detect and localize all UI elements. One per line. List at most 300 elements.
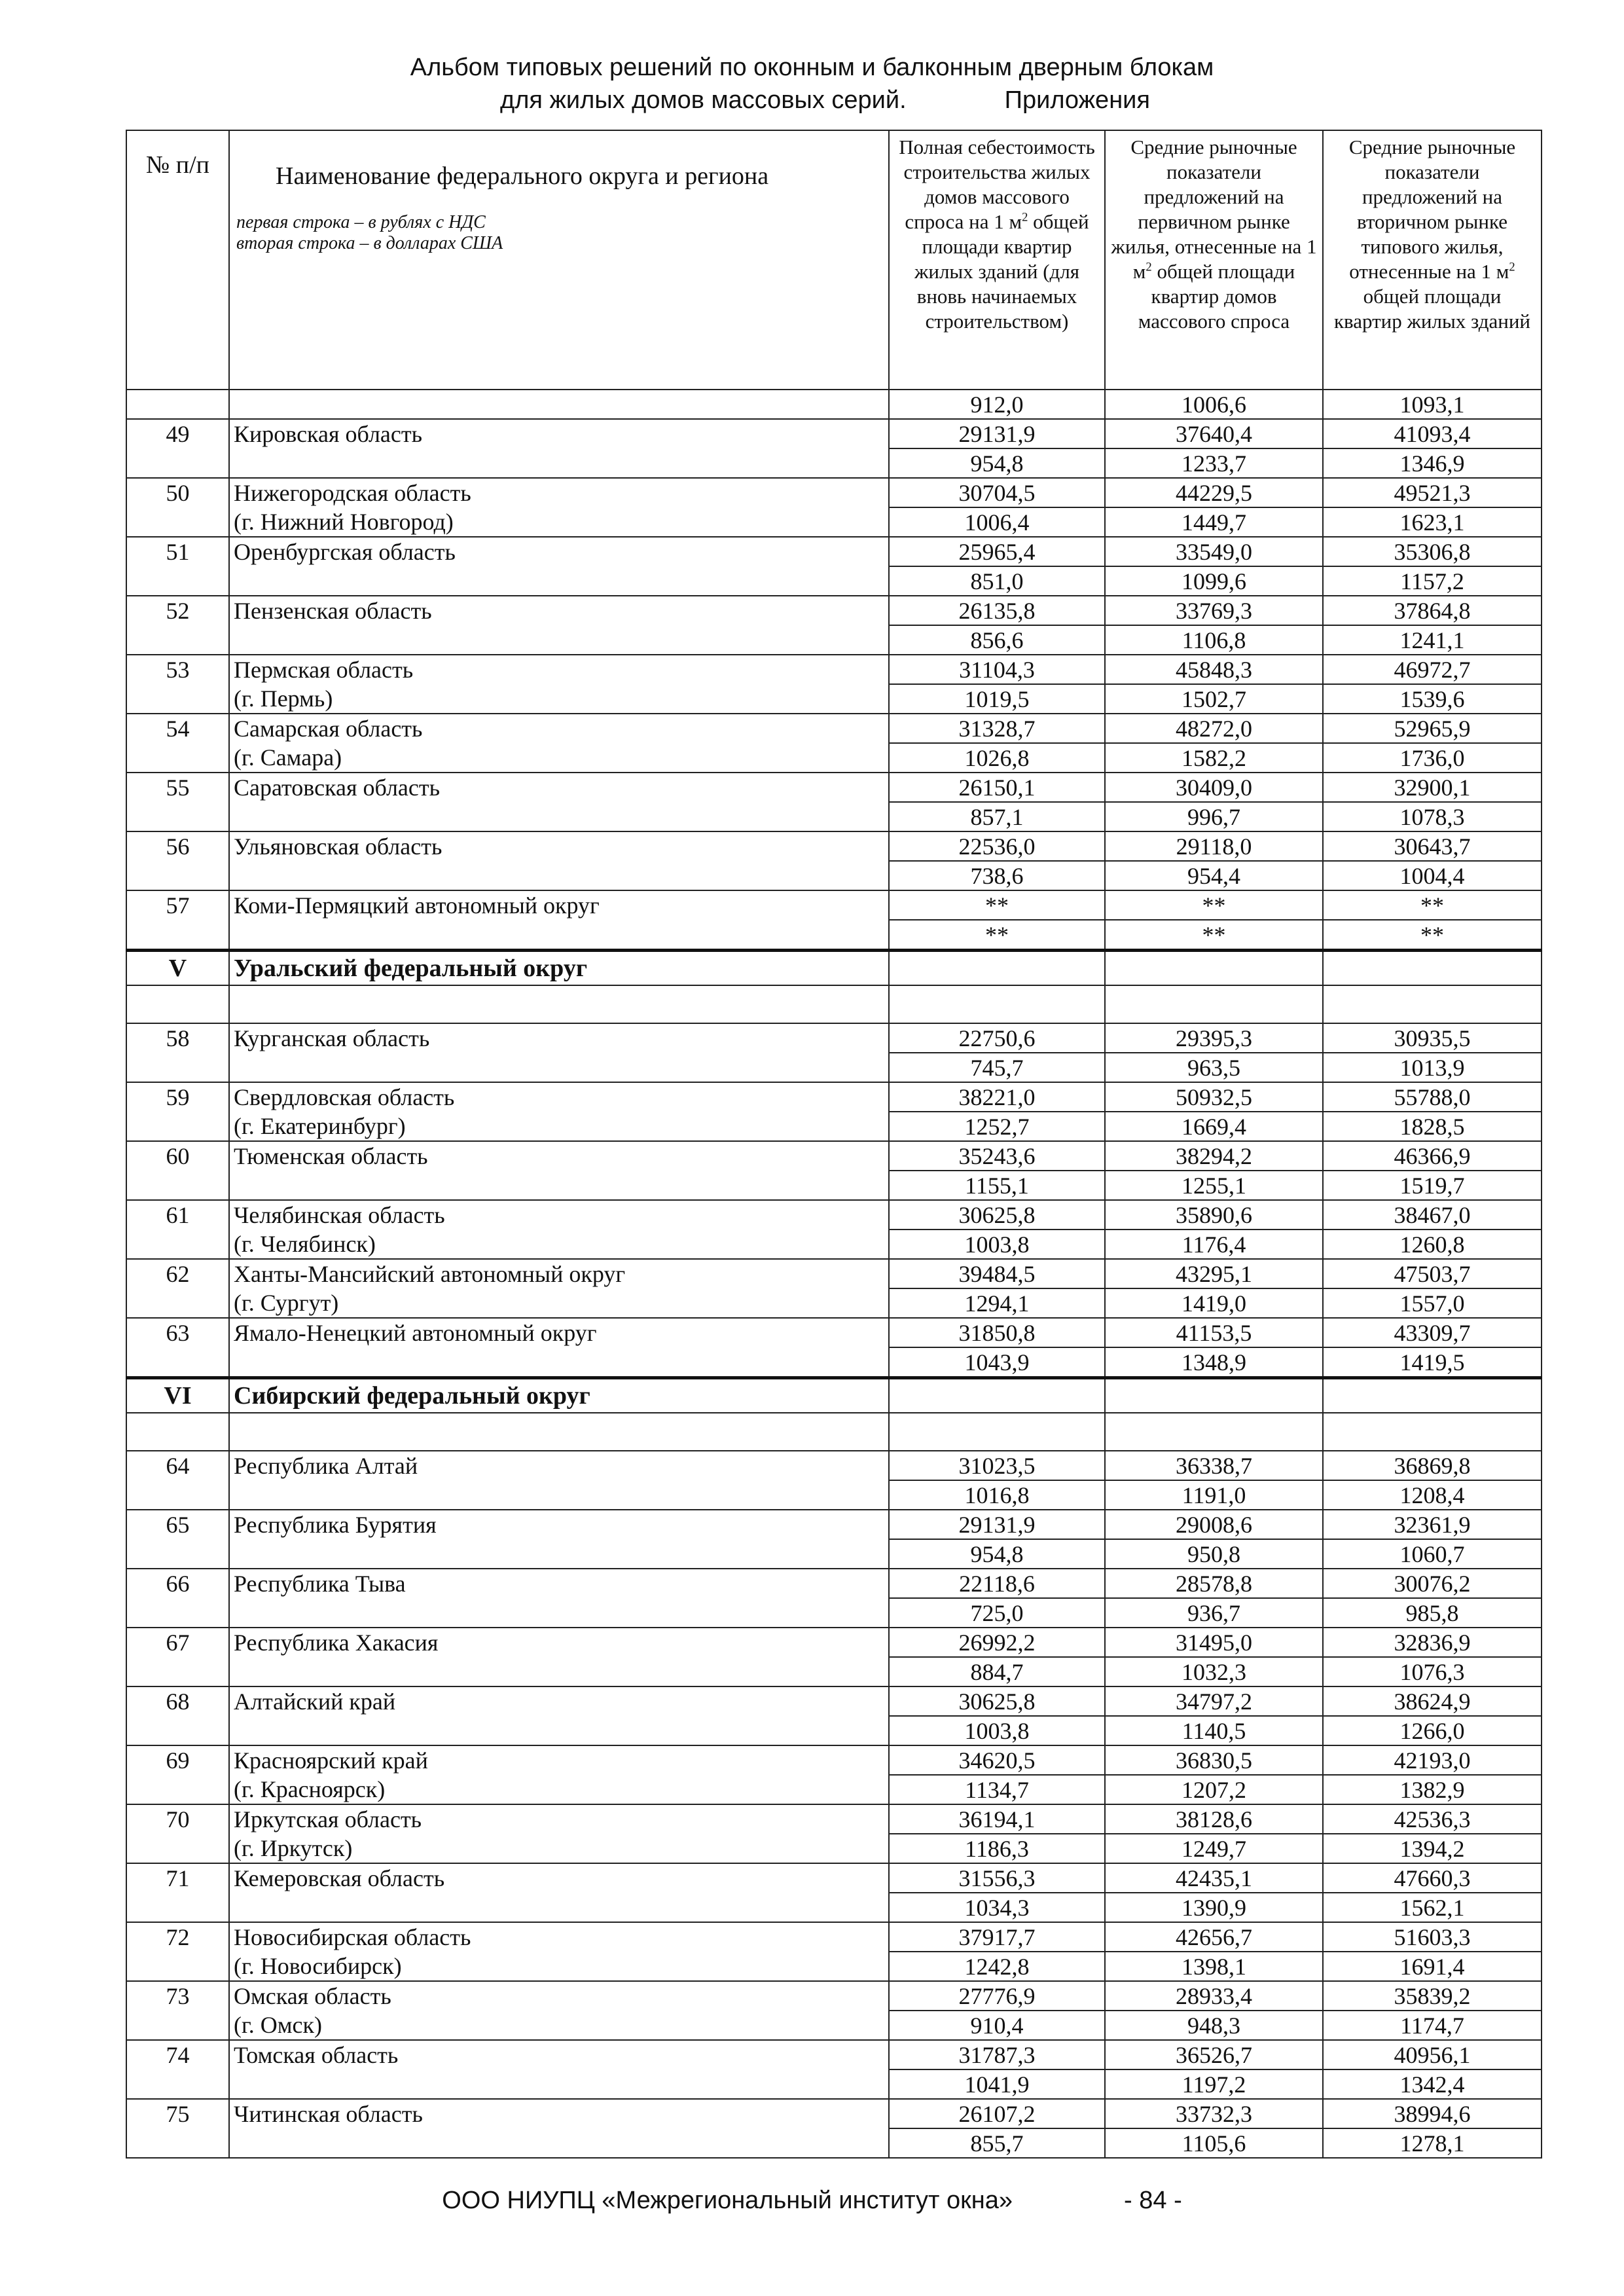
table-row xyxy=(126,1200,1542,1230)
value-rub: 39484,5 xyxy=(889,1259,1105,1288)
page-header xyxy=(0,51,1624,117)
value-usd: ** xyxy=(1323,920,1542,951)
table-row xyxy=(126,2040,1542,2069)
value-cell xyxy=(1105,1413,1323,1451)
row-number xyxy=(126,2069,229,2099)
value-usd: 1032,3 xyxy=(1105,1657,1323,1686)
value-usd: 1562,1 xyxy=(1323,1893,1542,1922)
table-row xyxy=(126,655,1542,684)
region-city xyxy=(229,920,889,951)
table-row xyxy=(126,1112,1542,1141)
section-row xyxy=(126,951,1542,986)
table-row xyxy=(126,1288,1542,1318)
value-usd: 1034,3 xyxy=(889,1893,1105,1922)
row-number: 68 xyxy=(126,1686,229,1716)
row-number: 66 xyxy=(126,1569,229,1598)
value-usd: 1255,1 xyxy=(1105,1171,1323,1200)
region-city xyxy=(229,802,889,831)
section-number: V xyxy=(126,951,229,986)
value-usd: 1623,1 xyxy=(1323,507,1542,537)
table-row xyxy=(126,1023,1542,1053)
table-row xyxy=(126,478,1542,507)
value-rub: 38128,6 xyxy=(1105,1804,1323,1834)
value-rub: 28933,4 xyxy=(1105,1981,1323,2011)
table-row xyxy=(126,1451,1542,1480)
table-row xyxy=(126,773,1542,802)
value-rub: 35890,6 xyxy=(1105,1200,1323,1230)
value-usd: 1342,4 xyxy=(1323,2069,1542,2099)
value-usd: 910,4 xyxy=(889,2011,1105,2040)
table-row xyxy=(126,1413,1542,1451)
value-usd: 855,7 xyxy=(889,2128,1105,2158)
table-row xyxy=(126,1804,1542,1834)
value-rub: 37640,4 xyxy=(1105,419,1323,448)
value-usd: 1016,8 xyxy=(889,1480,1105,1510)
row-number xyxy=(126,684,229,714)
header-title-line2 xyxy=(13,84,1624,117)
region-name: Республика Бурятия xyxy=(229,1510,889,1539)
table-row xyxy=(126,625,1542,655)
value-usd: 884,7 xyxy=(889,1657,1105,1686)
value-rub: 47503,7 xyxy=(1323,1259,1542,1288)
row-number xyxy=(126,1480,229,1510)
value-usd: 1076,3 xyxy=(1323,1657,1542,1686)
table-row xyxy=(126,2069,1542,2099)
table-header-row xyxy=(126,130,1542,390)
table-row xyxy=(126,1922,1542,1952)
value-rub: 52965,9 xyxy=(1323,714,1542,743)
value-usd: 985,8 xyxy=(1323,1598,1542,1628)
region-name: Тюменская область xyxy=(229,1141,889,1171)
value-usd: 950,8 xyxy=(1105,1539,1323,1569)
value-usd: 1346,9 xyxy=(1323,448,1542,478)
value-usd: 1041,9 xyxy=(889,2069,1105,2099)
value-usd: 1208,4 xyxy=(1323,1480,1542,1510)
table-row xyxy=(126,2011,1542,2040)
table-row xyxy=(126,537,1542,566)
value-usd: 1691,4 xyxy=(1323,1952,1542,1981)
page-number: - 84 - xyxy=(1124,2187,1182,2214)
row-number: 73 xyxy=(126,1981,229,2011)
value-rub: 46366,9 xyxy=(1323,1141,1542,1171)
value-rub: 47660,3 xyxy=(1323,1863,1542,1893)
row-number: 61 xyxy=(126,1200,229,1230)
value-usd: 1060,7 xyxy=(1323,1539,1542,1569)
col-header-secondary: Средние рыночные показатели предложений на вторичном рынке типового жилья, отнесенные на 1 $м^2$ общей площади квартир жилых зданий xyxy=(1323,130,1542,390)
value-usd: 1013,9 xyxy=(1323,1053,1542,1082)
row-number: 56 xyxy=(126,831,229,861)
region-city: (г. Новосибирск) xyxy=(229,1952,889,1981)
value-rub: 31023,5 xyxy=(889,1451,1105,1480)
value-rub: 31104,3 xyxy=(889,655,1105,684)
row-number: 57 xyxy=(126,890,229,920)
value-rub: 48272,0 xyxy=(1105,714,1323,743)
row-number xyxy=(126,1053,229,1082)
value-rub: 42536,3 xyxy=(1323,1804,1542,1834)
value-usd: 1669,4 xyxy=(1105,1112,1323,1141)
region-city xyxy=(229,2069,889,2099)
value-usd: 1449,7 xyxy=(1105,507,1323,537)
region-name xyxy=(229,1413,889,1451)
value-rub: 22536,0 xyxy=(889,831,1105,861)
value-rub: 32361,9 xyxy=(1323,1510,1542,1539)
region-city xyxy=(229,625,889,655)
row-number: 52 xyxy=(126,596,229,625)
price-table-body xyxy=(126,130,1542,2158)
value-rub: 38221,0 xyxy=(889,1082,1105,1112)
row-number: 50 xyxy=(126,478,229,507)
value-usd: 1106,8 xyxy=(1105,625,1323,655)
value-usd: ** xyxy=(889,920,1105,951)
value-cell xyxy=(889,1413,1105,1451)
value-rub: 34797,2 xyxy=(1105,1686,1323,1716)
region-name: Саратовская область xyxy=(229,773,889,802)
table-row xyxy=(126,743,1542,773)
table-row xyxy=(126,714,1542,743)
value-rub: 26107,2 xyxy=(889,2099,1105,2128)
table-row xyxy=(126,1863,1542,1893)
table-row xyxy=(126,684,1542,714)
value-rub: 29131,9 xyxy=(889,1510,1105,1539)
value-cell xyxy=(1105,985,1323,1023)
region-name: Новосибирская область xyxy=(229,1922,889,1952)
value-cell xyxy=(1323,1413,1542,1451)
region-city xyxy=(229,861,889,890)
table-row xyxy=(126,1893,1542,1922)
region-city xyxy=(229,1598,889,1628)
table-row xyxy=(126,1834,1542,1863)
value-rub: 26150,1 xyxy=(889,773,1105,802)
table-row xyxy=(126,890,1542,920)
row-number: 69 xyxy=(126,1745,229,1775)
table-row xyxy=(126,1952,1542,1981)
value-cell xyxy=(1323,1378,1542,1413)
value-rub: 43295,1 xyxy=(1105,1259,1323,1288)
value-usd: 936,7 xyxy=(1105,1598,1323,1628)
region-name: Томская область xyxy=(229,2040,889,2069)
value-rub: 51603,3 xyxy=(1323,1922,1542,1952)
table-row xyxy=(126,1347,1542,1378)
section-title: Уральский федеральный округ xyxy=(229,951,889,986)
value-rub: 41093,4 xyxy=(1323,419,1542,448)
value-rub: 30643,7 xyxy=(1323,831,1542,861)
value-rub: 37917,7 xyxy=(889,1922,1105,1952)
region-city xyxy=(229,566,889,596)
row-number xyxy=(126,802,229,831)
header-series-text: для жилых домов массовых серий. xyxy=(500,86,907,114)
row-number xyxy=(126,507,229,537)
value-cell: 912,0 xyxy=(889,390,1105,419)
table-row xyxy=(126,1230,1542,1259)
value-rub: 26135,8 xyxy=(889,596,1105,625)
table-row xyxy=(126,1657,1542,1686)
region-name: Ямало-Ненецкий автономный округ xyxy=(229,1318,889,1347)
row-number xyxy=(126,1893,229,1922)
table-row xyxy=(126,1053,1542,1082)
value-usd: 1134,7 xyxy=(889,1775,1105,1804)
region-city: (г. Челябинск) xyxy=(229,1230,889,1259)
col-header-name xyxy=(229,130,889,390)
value-usd: 1398,1 xyxy=(1105,1952,1323,1981)
region-name: Пензенская область xyxy=(229,596,889,625)
value-usd: 1174,7 xyxy=(1323,2011,1542,2040)
value-usd: 745,7 xyxy=(889,1053,1105,1082)
value-usd: 725,0 xyxy=(889,1598,1105,1628)
row-number xyxy=(126,625,229,655)
table-row xyxy=(126,566,1542,596)
value-usd: 954,8 xyxy=(889,448,1105,478)
value-usd: 1043,9 xyxy=(889,1347,1105,1378)
value-rub: 33732,3 xyxy=(1105,2099,1323,2128)
value-rub: ** xyxy=(1105,890,1323,920)
region-name: Пермская область xyxy=(229,655,889,684)
value-rub: 30409,0 xyxy=(1105,773,1323,802)
value-usd: 1390,9 xyxy=(1105,1893,1323,1922)
region-city xyxy=(229,1171,889,1200)
row-number: 55 xyxy=(126,773,229,802)
value-usd: 1019,5 xyxy=(889,684,1105,714)
table-row xyxy=(126,2128,1542,2158)
value-usd: 1736,0 xyxy=(1323,743,1542,773)
region-name: Республика Алтай xyxy=(229,1451,889,1480)
value-usd: 857,1 xyxy=(889,802,1105,831)
table-row xyxy=(126,1598,1542,1628)
row-number xyxy=(126,985,229,1023)
value-rub: 55788,0 xyxy=(1323,1082,1542,1112)
col-header-notes xyxy=(236,212,884,254)
table-row xyxy=(126,1686,1542,1716)
table-row xyxy=(126,1171,1542,1200)
value-rub: 38294,2 xyxy=(1105,1141,1323,1171)
region-name: Иркутская область xyxy=(229,1804,889,1834)
value-rub: ** xyxy=(1323,890,1542,920)
row-number: 75 xyxy=(126,2099,229,2128)
table-row xyxy=(126,1510,1542,1539)
value-usd: 856,6 xyxy=(889,625,1105,655)
table-row xyxy=(126,1141,1542,1171)
value-rub: 44229,5 xyxy=(1105,478,1323,507)
region-city: (г. Пермь) xyxy=(229,684,889,714)
row-number xyxy=(126,1834,229,1863)
note-first-row: первая строка – в рублях с НДС xyxy=(236,212,486,232)
value-rub: 36338,7 xyxy=(1105,1451,1323,1480)
value-usd: 1260,8 xyxy=(1323,1230,1542,1259)
value-rub: 29395,3 xyxy=(1105,1023,1323,1053)
region-name: Свердловская область xyxy=(229,1082,889,1112)
region-city: (г. Екатеринбург) xyxy=(229,1112,889,1141)
value-usd: 1176,4 xyxy=(1105,1230,1323,1259)
value-cell xyxy=(1105,951,1323,986)
row-number: 62 xyxy=(126,1259,229,1288)
value-cell xyxy=(1105,1378,1323,1413)
row-number xyxy=(126,1775,229,1804)
value-usd: 1004,4 xyxy=(1323,861,1542,890)
value-rub: 35306,8 xyxy=(1323,537,1542,566)
table-row xyxy=(126,1775,1542,1804)
row-number: 70 xyxy=(126,1804,229,1834)
value-usd: 954,8 xyxy=(889,1539,1105,1569)
value-rub: 36869,8 xyxy=(1323,1451,1542,1480)
row-number: 72 xyxy=(126,1922,229,1952)
header-appendix: Приложения xyxy=(1004,86,1150,114)
value-usd: 1294,1 xyxy=(889,1288,1105,1318)
value-rub: 31328,7 xyxy=(889,714,1105,743)
value-cell xyxy=(1323,951,1542,986)
value-cell: 1006,6 xyxy=(1105,390,1323,419)
region-city xyxy=(229,2128,889,2158)
value-usd: 1502,7 xyxy=(1105,684,1323,714)
value-rub: 25965,4 xyxy=(889,537,1105,566)
value-cell: 1093,1 xyxy=(1323,390,1542,419)
value-usd: 1348,9 xyxy=(1105,1347,1323,1378)
superscript-two: 2 xyxy=(1509,260,1515,274)
row-number: 58 xyxy=(126,1023,229,1053)
col-header-number: № п/п xyxy=(126,130,229,390)
table-row xyxy=(126,1082,1542,1112)
value-rub: 30625,8 xyxy=(889,1200,1105,1230)
value-rub: 29118,0 xyxy=(1105,831,1323,861)
value-rub: ** xyxy=(889,890,1105,920)
region-name: Курганская область xyxy=(229,1023,889,1053)
value-rub: 28578,8 xyxy=(1105,1569,1323,1598)
row-number xyxy=(126,1657,229,1686)
row-number xyxy=(126,1952,229,1981)
table-row xyxy=(126,507,1542,537)
row-number xyxy=(126,1288,229,1318)
value-usd: 948,3 xyxy=(1105,2011,1323,2040)
value-rub: 40956,1 xyxy=(1323,2040,1542,2069)
region-city xyxy=(229,1657,889,1686)
region-name: Самарская область xyxy=(229,714,889,743)
region-city: (г. Сургут) xyxy=(229,1288,889,1318)
region-name: Кемеровская область xyxy=(229,1863,889,1893)
row-number: 60 xyxy=(126,1141,229,1171)
row-number xyxy=(126,1716,229,1745)
value-rub: 30935,5 xyxy=(1323,1023,1542,1053)
row-number xyxy=(126,566,229,596)
region-name: Читинская область xyxy=(229,2099,889,2128)
value-rub: 27776,9 xyxy=(889,1981,1105,2011)
table-row xyxy=(126,1628,1542,1657)
value-rub: 26992,2 xyxy=(889,1628,1105,1657)
region-city xyxy=(229,1053,889,1082)
row-number: 53 xyxy=(126,655,229,684)
region-city: (г. Красноярск) xyxy=(229,1775,889,1804)
page-footer xyxy=(0,2187,1624,2215)
value-usd: 1419,5 xyxy=(1323,1347,1542,1378)
region-city xyxy=(229,1480,889,1510)
row-number xyxy=(126,2011,229,2040)
value-rub: 22750,6 xyxy=(889,1023,1105,1053)
value-usd: 1186,3 xyxy=(889,1834,1105,1863)
value-usd: 1099,6 xyxy=(1105,566,1323,596)
value-rub: 42193,0 xyxy=(1323,1745,1542,1775)
value-rub: 38994,6 xyxy=(1323,2099,1542,2128)
row-number: 49 xyxy=(126,419,229,448)
value-cell xyxy=(889,985,1105,1023)
header-title-line1: Альбом типовых решений по оконным и балконным дверным блокам xyxy=(410,54,1214,81)
region-name: Алтайский край xyxy=(229,1686,889,1716)
value-usd: 738,6 xyxy=(889,861,1105,890)
row-number xyxy=(126,861,229,890)
superscript-two: 2 xyxy=(1146,260,1152,274)
section-row xyxy=(126,1378,1542,1413)
value-usd: 1003,8 xyxy=(889,1230,1105,1259)
value-rub: 49521,3 xyxy=(1323,478,1542,507)
value-usd: 996,7 xyxy=(1105,802,1323,831)
value-usd: 1519,7 xyxy=(1323,1171,1542,1200)
value-usd: 1266,0 xyxy=(1323,1716,1542,1745)
table-row xyxy=(126,861,1542,890)
region-name: Кировская область xyxy=(229,419,889,448)
value-rub: 31787,3 xyxy=(889,2040,1105,2069)
table-row xyxy=(126,1259,1542,1288)
value-rub: 42656,7 xyxy=(1105,1922,1323,1952)
row-number: 65 xyxy=(126,1510,229,1539)
value-rub: 36830,5 xyxy=(1105,1745,1323,1775)
table-row xyxy=(126,831,1542,861)
region-name: Красноярский край xyxy=(229,1745,889,1775)
region-city: (г. Омск) xyxy=(229,2011,889,2040)
row-number: 67 xyxy=(126,1628,229,1657)
value-rub: 33769,3 xyxy=(1105,596,1323,625)
value-rub: 22118,6 xyxy=(889,1569,1105,1598)
value-rub: 32900,1 xyxy=(1323,773,1542,802)
row-number: 64 xyxy=(126,1451,229,1480)
value-usd: 1026,8 xyxy=(889,743,1105,773)
row-number: 71 xyxy=(126,1863,229,1893)
value-rub: 37864,8 xyxy=(1323,596,1542,625)
value-usd: 1242,8 xyxy=(889,1952,1105,1981)
value-usd: 1249,7 xyxy=(1105,1834,1323,1863)
row-number xyxy=(126,1598,229,1628)
row-number: 63 xyxy=(126,1318,229,1347)
row-number: 54 xyxy=(126,714,229,743)
table-row xyxy=(126,419,1542,448)
value-rub: 34620,5 xyxy=(889,1745,1105,1775)
row-number xyxy=(126,920,229,951)
col-header-name-text: Наименование федерального округа и региона xyxy=(276,162,769,190)
price-table xyxy=(126,130,1542,2159)
region-name xyxy=(229,985,889,1023)
value-usd: 1241,1 xyxy=(1323,625,1542,655)
value-rub: 29131,9 xyxy=(889,419,1105,448)
region-name: Коми-Пермяцкий автономный округ xyxy=(229,890,889,920)
value-usd: 963,5 xyxy=(1105,1053,1323,1082)
row-number: 51 xyxy=(126,537,229,566)
value-rub: 31556,3 xyxy=(889,1863,1105,1893)
value-rub: 50932,5 xyxy=(1105,1082,1323,1112)
section-number: VI xyxy=(126,1378,229,1413)
value-usd: 1278,1 xyxy=(1323,2128,1542,2158)
value-usd: 1105,6 xyxy=(1105,2128,1323,2158)
region-name xyxy=(229,390,889,419)
col-header-primary: Средние рыночные показатели предложений на первичном рынке жилья, отнесенные на 1 $м^2$ общей площади квартир домов массового спроса xyxy=(1105,130,1323,390)
section-title: Сибирский федеральный округ xyxy=(229,1378,889,1413)
table-row xyxy=(126,1745,1542,1775)
row-number xyxy=(126,1112,229,1141)
table-row xyxy=(126,1981,1542,2011)
region-city: (г. Иркутск) xyxy=(229,1834,889,1863)
row-number xyxy=(126,448,229,478)
value-usd: 1078,3 xyxy=(1323,802,1542,831)
value-rub: 36194,1 xyxy=(889,1804,1105,1834)
value-usd: 1207,2 xyxy=(1105,1775,1323,1804)
value-usd: 1191,0 xyxy=(1105,1480,1323,1510)
value-rub: 32836,9 xyxy=(1323,1628,1542,1657)
value-usd: 1155,1 xyxy=(889,1171,1105,1200)
value-rub: 42435,1 xyxy=(1105,1863,1323,1893)
